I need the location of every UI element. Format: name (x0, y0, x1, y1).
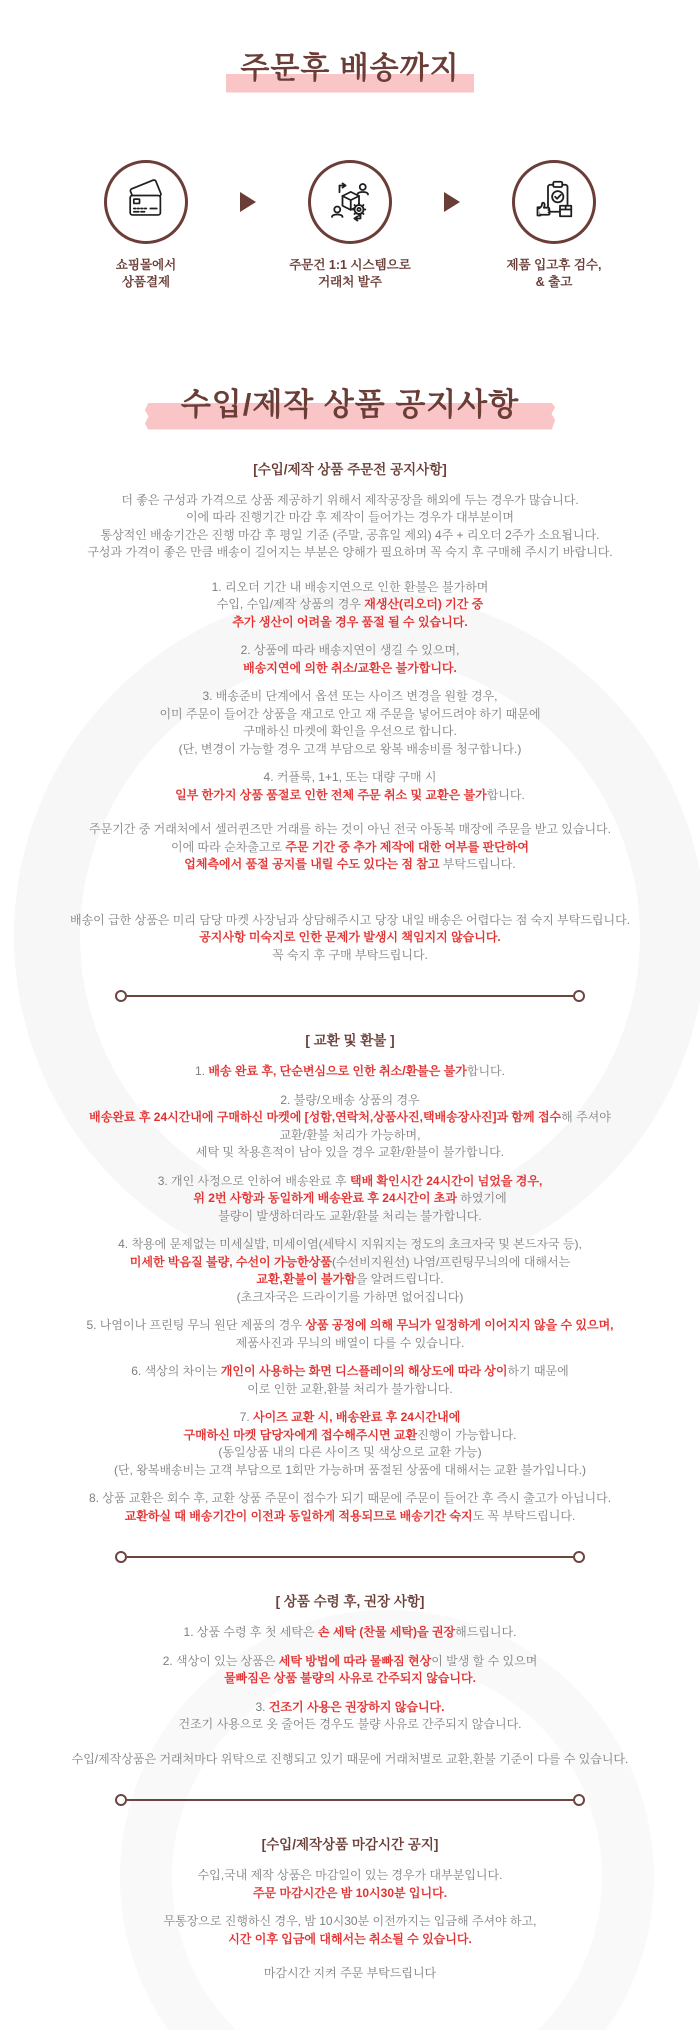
text-segment: 물빠짐은 상품 불량의 사유로 간주되지 않습니다. (224, 1671, 476, 1686)
text-segment: 교환/환불 처리가 가능하며, (279, 1127, 421, 1142)
text-segment: 합니다. (466, 1064, 505, 1079)
notice-paragraph (0, 1317, 700, 1352)
notice-paragraph (0, 642, 700, 677)
text-segment: 꼭 숙지 후 구매 부탁드립니다. (272, 947, 428, 962)
step-label-line: & 출고 (535, 274, 573, 289)
notice-line (0, 1409, 700, 1427)
notice-line (0, 1670, 700, 1688)
page-title-text: 주문후 배송까지 (226, 50, 473, 94)
text-segment: (동일상품 내의 다른 사이즈 및 색상으로 교환 가능) (218, 1445, 482, 1460)
notice-line (0, 492, 700, 510)
notice-line (0, 1427, 700, 1445)
divider-endpoint-dot (573, 1551, 585, 1563)
step-label (116, 257, 176, 291)
process-step-1 (52, 160, 240, 291)
text-segment: 마감시간 지켜 주문 부탁드립니다 (263, 1966, 437, 1981)
notice-paragraph (0, 1063, 700, 1081)
notice-paragraph (0, 1490, 700, 1525)
notice-paragraph (0, 1173, 700, 1226)
step-label-line: 제품 입고후 검수, (506, 257, 602, 272)
notice-line (0, 947, 700, 965)
notice-section-title (181, 385, 519, 425)
step-label (507, 257, 602, 291)
notice-line (0, 856, 700, 874)
notice-section-title-text: 수입/제작 상품 공지사항 (180, 386, 520, 422)
text-segment: 1. 리오더 기간 내 배송지연으로 인한 환불은 불가하며 (211, 579, 489, 594)
divider-line (127, 1799, 573, 1801)
notice-paragraph (0, 1867, 700, 1902)
notice-line (0, 1490, 700, 1508)
text-segment: 4. 커플룩, 1+1, 또는 대량 구매 시 (263, 770, 437, 785)
text-segment: 이에 따라 진행기간 마감 후 제작이 들어가는 경우가 대부분이며 (185, 510, 515, 525)
text-segment: 주문 기간 중 추가 제작에 대한 여부를 판단하여 (285, 839, 529, 854)
text-segment: 수입/제작상품은 거래처마다 위탁으로 진행되고 있기 때문에 거래처별로 교환,환불 기준이 다를 수 있습니다. (71, 1751, 629, 1766)
notice-line (0, 527, 700, 545)
notice-line (0, 1092, 700, 1110)
text-segment: 1. (195, 1064, 209, 1079)
text-segment: 세탁 및 착용흔적이 남아 있을 경우 교환/환불이 불가합니다. (195, 1145, 505, 1160)
divider-endpoint-dot (115, 1794, 127, 1806)
divider-endpoint-dot (573, 1794, 585, 1806)
text-segment: 건조기 사용으로 옷 줄어든 경우도 불량 사유로 간주되지 않습니다. (178, 1717, 522, 1732)
step-label-line: 거래처 발주 (318, 274, 382, 289)
text-segment: 1. 상품 수령 후 첫 세탁은 (183, 1625, 318, 1640)
text-segment: 상품 공정에 의해 무늬가 일정하게 이어지지 않을 수 있으며, (305, 1318, 614, 1333)
notice-paragraph (0, 1913, 700, 1948)
text-segment: 이로 인한 교환,환불 처리가 불가합니다. (247, 1381, 453, 1396)
notice-line (0, 723, 700, 741)
notice-line (0, 769, 700, 787)
step-label-line: 상품결제 (121, 274, 171, 289)
text-segment: (단, 변경이 가능할 경우 고객 부담으로 왕복 배송비를 청구합니다.) (178, 741, 522, 756)
notice-line (0, 1913, 700, 1931)
text-segment: 구성과 가격이 좋은 만큼 배송이 길어지는 부분은 양해가 필요하며 꼭 숙지 후 구매해 주시기 바랍니다. (87, 545, 613, 560)
notice-line (0, 1335, 700, 1353)
text-segment: 을 알려드립니다. (355, 1272, 444, 1287)
text-segment: 세탁 방법에 따라 물빠짐 현상 (278, 1653, 432, 1668)
notice-line (0, 614, 700, 632)
text-segment: 7. (239, 1410, 254, 1425)
text-segment: 하였기에 (456, 1191, 507, 1206)
process-step-2 (256, 160, 444, 291)
notice-line (0, 1462, 700, 1480)
notice-line (0, 706, 700, 724)
text-segment: 이에 따라 순차출고로 (171, 839, 286, 854)
inspection-shipping-icon (512, 160, 596, 244)
text-segment: 통상적인 배송기간은 진행 마감 후 평일 기준 (주말, 공휴일 제외) 4주 + 리오더 2주가 소요됩니다. (100, 527, 600, 542)
step-arrow-icon (240, 192, 256, 212)
notice-line (0, 1867, 700, 1885)
notice-line (0, 1127, 700, 1145)
text-segment: 이 발생 할 수 있으며 (431, 1653, 538, 1668)
text-segment: 업체측에서 품절 공지를 내릴 수도 있다는 점 참고 (184, 857, 440, 872)
notice-paragraph (0, 769, 700, 804)
notice-line (0, 660, 700, 678)
notice-line (0, 1716, 700, 1734)
notice-line (0, 821, 700, 839)
text-segment: 위 2번 사항과 동일하게 배송완료 후 24시간이 초과 (193, 1191, 457, 1206)
text-segment: 불량이 발생하더라도 교환/환불 처리는 불가합니다. (218, 1208, 482, 1223)
notice-paragraph (0, 492, 700, 562)
process-step-3 (460, 160, 648, 291)
notice-heading: [ 교환 및 환불 ] (305, 1033, 395, 1049)
notice-paragraph (0, 1699, 700, 1734)
notice-line (0, 1254, 700, 1272)
notice-line (0, 1931, 700, 1949)
text-segment: 부탁드립니다. (439, 857, 516, 872)
notice-paragraph (0, 1092, 700, 1162)
text-segment: 4. 착용에 문제없는 미세실밥, 미세이염(세탁시 지워지는 정도의 초크자국 및 본드자국 등), (118, 1237, 582, 1252)
text-segment: 3. 개인 사정으로 인하여 배송완료 후 (157, 1173, 350, 1188)
notice-body (0, 461, 700, 2030)
text-segment: (초크자국은 드라이기를 가하면 없어집니다) (236, 1289, 464, 1304)
section-divider (115, 1794, 585, 1806)
text-segment: 재생산(리오더) 기간 중 (364, 597, 484, 612)
notice-line (0, 642, 700, 660)
notice-line (0, 839, 700, 857)
notice-heading: [수입/제작상품 마감시간 공지] (261, 1837, 439, 1853)
notice-line (0, 929, 700, 947)
notice-heading: [수입/제작 상품 주문전 공지사항] (253, 461, 447, 477)
text-segment: 구매하신 마켓 담당자에게 접수해주시면 교환 (183, 1427, 418, 1442)
notice-line (0, 579, 700, 597)
notice-line (0, 1271, 700, 1289)
section-divider (115, 990, 585, 1002)
notice-paragraph (0, 912, 700, 965)
text-segment: 5. 나염이나 프린팅 무늬 원단 제품의 경우 (86, 1318, 306, 1333)
text-segment: 해 주셔야 (561, 1110, 611, 1125)
text-segment: 수입,국내 제작 상품은 마감일이 있는 경우가 대부분입니다. (197, 1868, 503, 1883)
text-segment: 제품사진과 무늬의 배열이 다를 수 있습니다. (235, 1335, 465, 1350)
notice-line (0, 1885, 700, 1903)
text-segment: 수입, 수입/제작 상품의 경우 (216, 597, 365, 612)
notice-paragraph (0, 1236, 700, 1306)
notice-paragraph (0, 821, 700, 874)
notice-line (0, 1173, 700, 1191)
notice-line (0, 544, 700, 562)
text-segment: 배송이 급한 상품은 미리 담당 마켓 사장님과 상담해주시고 당장 내일 배송은 어렵다는 점 숙지 부탁드립니다. (69, 912, 631, 927)
text-segment: 2. 상품에 따라 배송지연이 생길 수 있으며, (240, 643, 460, 658)
divider-line (127, 1556, 573, 1558)
divider-endpoint-dot (573, 990, 585, 1002)
step-label (289, 257, 411, 291)
notice-line (0, 1289, 700, 1307)
text-segment: 6. 색상의 차이는 (131, 1364, 221, 1379)
text-segment: 더 좋은 구성과 가격으로 상품 제공하기 위해서 제작공장을 해외에 두는 경우가 많습니다. (121, 492, 579, 507)
section-divider (115, 1551, 585, 1563)
notice-paragraph (0, 688, 700, 758)
notice-line (0, 1317, 700, 1335)
order-system-icon (308, 160, 392, 244)
text-segment: 미세한 박음질 불량, 수선이 가능한상품 (129, 1254, 332, 1269)
notice-line (0, 1363, 700, 1381)
text-segment: 무통장으로 진행하신 경우, 밤 10시30분 이전까지는 입금해 주셔야 하고, (163, 1914, 537, 1929)
notice-paragraph (0, 1751, 700, 1769)
text-segment: 개인이 사용하는 화면 디스플레이의 해상도에 따라 상이 (220, 1364, 508, 1379)
notice-line (0, 1624, 700, 1642)
notice-line (0, 1144, 700, 1162)
notice-line (0, 1965, 700, 1983)
step-label-line: 쇼핑몰에서 (115, 257, 177, 272)
notice-line (0, 741, 700, 759)
text-segment: 합니다. (486, 787, 525, 802)
text-segment: 3. 배송준비 단계에서 옵션 또는 사이즈 변경을 원할 경우, (202, 689, 498, 704)
text-segment: 교환,환불이 불가함 (256, 1272, 356, 1287)
notice-line (0, 1190, 700, 1208)
notice-line (0, 1236, 700, 1254)
text-segment: 배송지연에 의한 취소/교환은 불가합니다. (243, 660, 457, 675)
text-segment: 2. 색상이 있는 상품은 (162, 1653, 279, 1668)
notice-line (0, 688, 700, 706)
text-segment: 택배 확인시간 24시간이 넘었을 경우, (350, 1173, 543, 1188)
text-segment: 공지사항 미숙지로 인한 문제가 발생시 책임지지 않습니다. (199, 930, 501, 945)
text-segment: 시간 이후 입금에 대해서는 취소될 수 있습니다. (228, 1931, 472, 1946)
notice-paragraph (0, 579, 700, 632)
text-segment: 하기 때문에 (507, 1364, 569, 1379)
text-segment: 3. (255, 1699, 269, 1714)
divider-line (127, 995, 573, 997)
notice-paragraph (0, 1653, 700, 1688)
credit-card-icon (104, 160, 188, 244)
step-arrow-icon (444, 192, 460, 212)
order-process-steps (0, 160, 700, 291)
text-segment: 2. 불량/오배송 상품의 경우 (280, 1092, 420, 1107)
notice-paragraph (0, 1624, 700, 1642)
notice-line (0, 1444, 700, 1462)
text-segment: 진행이 가능합니다. (417, 1427, 517, 1442)
notice-paragraph (0, 1965, 700, 1983)
text-segment: 8. 상품 교환은 회수 후, 교환 상품 주문이 접수가 되기 때문에 주문이 들어간 후 즉시 출고가 아닙니다. (88, 1491, 612, 1506)
notice-heading: [ 상품 수령 후, 권장 사항] (275, 1594, 425, 1610)
text-segment: 교환하실 때 배송기간이 이전과 동일하게 적용되므로 배송기간 숙지 (124, 1508, 473, 1523)
text-segment: 주문기간 중 거래처에서 셀러퀸즈만 거래를 하는 것이 아닌 전국 아동복 매장에 주문을 받고 있습니다. (89, 822, 611, 837)
text-segment: 해드립니다. (455, 1625, 517, 1640)
notice-line (0, 1208, 700, 1226)
text-segment: (단, 왕복배송비는 고객 부담으로 1회만 가능하며 품절된 상품에 대해서는 교환 불가입니다.) (114, 1462, 586, 1477)
notice-line (0, 1653, 700, 1671)
notice-line (0, 912, 700, 930)
notice-line (0, 1508, 700, 1526)
page-title (0, 50, 700, 94)
text-segment: 손 세탁 (찬물 세탁)을 권장 (317, 1625, 456, 1640)
notice-line (0, 1699, 700, 1717)
divider-endpoint-dot (115, 1551, 127, 1563)
notice-line (0, 1381, 700, 1399)
text-segment: 구매하신 마켓에 확인을 우선으로 합니다. (243, 724, 457, 739)
text-segment: 일부 한가지 상품 품절로 인한 전체 주문 취소 및 교환은 불가 (175, 787, 487, 802)
notice-paragraph (0, 1363, 700, 1398)
text-segment: 사이즈 교환 시, 배송완료 후 24시간내에 (253, 1410, 461, 1425)
text-segment: 주문 마감시간은 밤 10시30분 입니다. (252, 1885, 448, 1900)
notice-paragraph (0, 1409, 700, 1479)
divider-endpoint-dot (115, 990, 127, 1002)
text-segment: 도 꼭 부탁드립니다. (472, 1508, 576, 1523)
text-segment: 건조기 사용은 권장하지 않습니다. (268, 1699, 445, 1714)
text-segment: 이미 주문이 들어간 상품을 재고로 안고 재 주문을 넣어드려야 하기 때문에 (159, 706, 541, 721)
text-segment: 배송 완료 후, 단순변심으로 인한 취소/환불은 불가 (208, 1064, 467, 1079)
notice-line (0, 596, 700, 614)
text-segment: 추가 생산이 어려울 경우 품절 될 수 있습니다. (232, 614, 468, 629)
text-segment: 배송완료 후 24시간내에 구매하신 마켓에 [성함,연락처,상품사진,택배송장사진]과 함께 접수 (89, 1110, 562, 1125)
notice-line (0, 1109, 700, 1127)
notice-line (0, 1751, 700, 1769)
text-segment: (수선비지원선) 나염/프린팅무늬의에 대해서는 (331, 1254, 571, 1269)
notice-line (0, 509, 700, 527)
step-label-line: 주문건 1:1 시스템으로 (289, 257, 411, 272)
notice-line (0, 787, 700, 805)
notice-line (0, 1063, 700, 1081)
